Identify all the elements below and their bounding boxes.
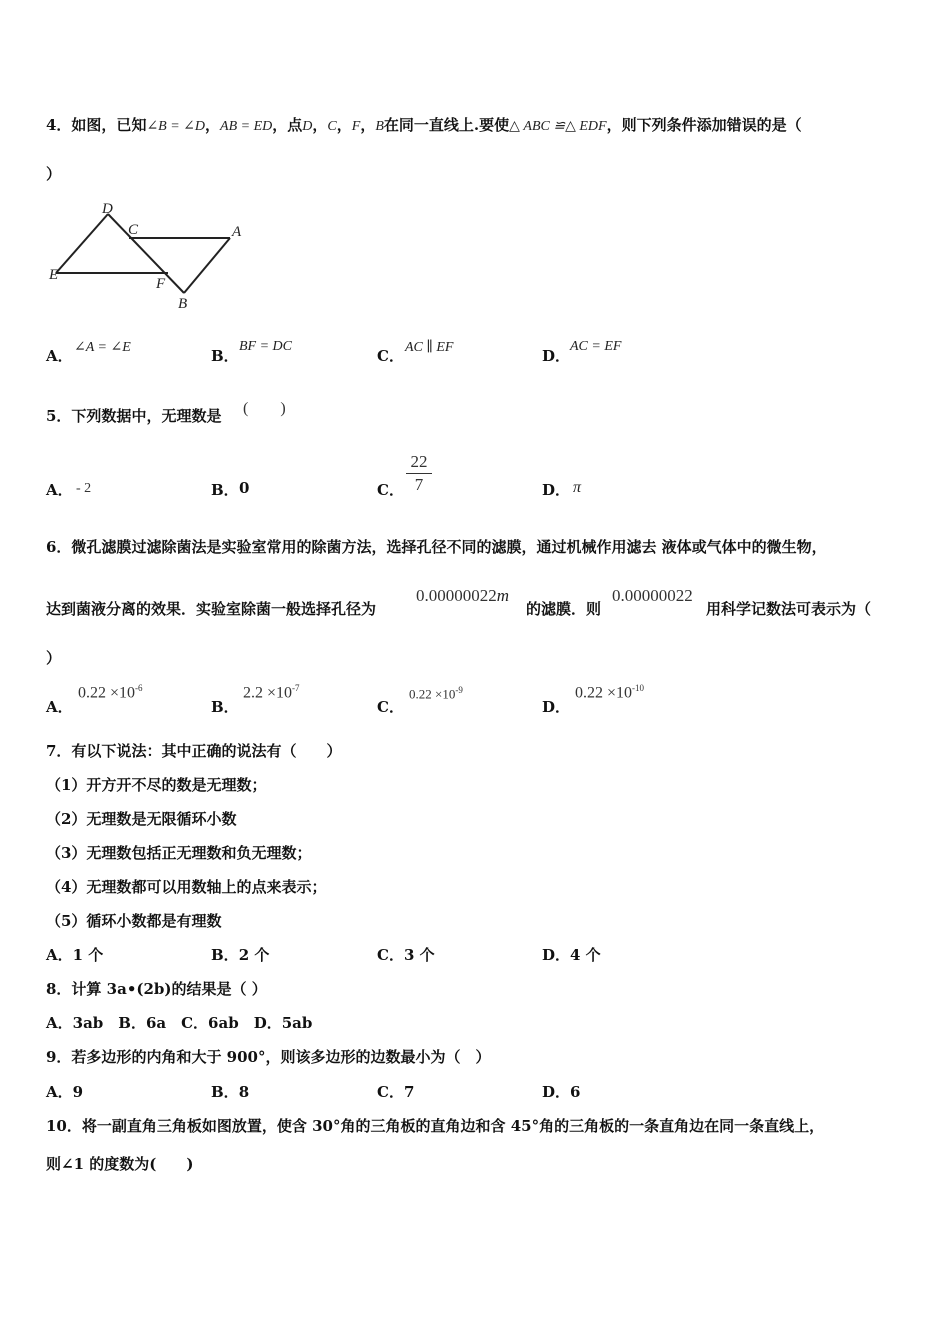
q10-line1: 10．将一副直角三角板如图放置，使含 30°角的三角板的直角边和含 45°角的三角板的一条直角边在同一条直线上，: [46, 1117, 825, 1135]
q6-line2-a: 达到菌液分离的效果．实验室除菌一般选择孔径为: [46, 600, 377, 618]
q5-paren: ( ): [243, 400, 286, 417]
q6-line1: 6．微孔滤膜过滤除菌法是实验室常用的除菌方法，选择孔径不同的滤膜，通过机械作用滤去 液体或气体中的微生物，: [46, 538, 827, 556]
q7-item-2: （2）无理数是无限循环小数: [46, 810, 237, 828]
q7-option-a: A．1 个: [46, 946, 104, 964]
q4-figure-line-db: [108, 214, 184, 293]
q6-pore-size: 0.00000022m: [416, 586, 510, 605]
q4-figure-label-b: B: [178, 296, 188, 312]
q4-option-d-label: D．: [542, 347, 571, 365]
q4-figure-label-d: D: [102, 201, 113, 217]
q4-close-paren: ）: [46, 165, 62, 183]
q4-figure-label-e: E: [49, 267, 59, 283]
q6-line2-b: 的滤膜．则: [526, 600, 602, 618]
q9-option-d: D．6: [542, 1083, 581, 1101]
q4-option-b-label: B．: [211, 347, 239, 365]
q4-figure-line-de: [56, 214, 108, 273]
q6-option-c-label: C．: [377, 698, 404, 716]
q7-item-3: （3）无理数包括正无理数和负无理数；: [46, 844, 312, 862]
q4-option-a-label: A．: [46, 347, 73, 365]
q6-option-a-value: $0.22 \times 10^{-6}$: [78, 683, 143, 702]
q4-figure-label-c: C: [128, 222, 139, 238]
q4-option-d-value: AC = EF: [570, 339, 622, 354]
q4-option-a-value: ∠A = ∠E: [74, 340, 131, 355]
q8-options: A．3ab B．6a C．6ab D．5ab: [46, 1014, 313, 1032]
q4-figure-label-f: F: [156, 276, 166, 292]
q7-item-4: （4）无理数都可以用数轴上的点来表示；: [46, 878, 327, 896]
q5-fraction-numerator: 22: [410, 452, 428, 471]
q4-angle-condition: ∠B = ∠D: [146, 119, 206, 134]
q6-number: 0.00000022: [612, 586, 693, 605]
q9-option-a: A．9: [46, 1083, 84, 1101]
q4-option-c-label: C．: [377, 347, 404, 365]
q9-stem: 9．若多边形的内角和大于 900°，则该多边形的边数最小为（ ）: [46, 1048, 491, 1066]
q5-option-a-value: - 2: [76, 481, 92, 496]
q6-option-b-label: B．: [211, 698, 239, 716]
q5-option-d-label: D．: [542, 481, 571, 499]
q4-figure: [46, 196, 256, 314]
q6-option-c-value: $0.22 \times 10^{-9}$: [409, 685, 463, 702]
q7-option-b: B．2 个: [211, 946, 270, 964]
q4-segment-condition: AB = ED: [220, 119, 273, 134]
q4-stem: 4．如图，已知∠B = ∠D，AB = ED，点D，C，F，B在同一直线上.要使△ ABC ≌△ EDF，则下列条件添加错误的是（: [46, 116, 802, 134]
q4-figure-label-a: A: [232, 224, 242, 240]
q4-option-c-value: AC ∥ EF: [405, 340, 454, 355]
q7-option-d: D．4 个: [542, 946, 601, 964]
q5-option-c-label: C．: [377, 481, 404, 499]
q6-option-d-value: $0.22 \times 10^{-10}$: [575, 683, 645, 702]
q6-option-d-label: D．: [542, 698, 571, 716]
q6-close-paren: ）: [46, 649, 62, 667]
q10-line2: 则∠1 的度数为( ): [46, 1155, 194, 1173]
q4-figure-line-ab: [184, 238, 230, 293]
q7-item-5: （5）循环小数都是有理数: [46, 912, 222, 930]
q5-fraction-denominator: 7: [414, 475, 424, 494]
q8-stem: 8．计算 3a•(2b)的结果是（ ）: [46, 980, 267, 998]
q5-option-b-label: B．: [211, 481, 239, 499]
q5-option-c-fraction: [406, 452, 432, 495]
q7-item-1: （1）开方开不尽的数是无理数；: [46, 776, 267, 794]
q9-option-b: B．8: [211, 1083, 250, 1101]
q9-option-c: C．7: [377, 1083, 415, 1101]
q5-fraction-bar: [406, 473, 432, 474]
q4-option-b-value: BF = DC: [239, 339, 292, 354]
q6-option-b-value: $2.2 \times 10^{-7}$: [243, 683, 300, 702]
q4-congruence: △ ABC ≌△ EDF: [509, 119, 607, 134]
q7-stem: 7．有以下说法：其中正确的说法有（ ）: [46, 742, 342, 760]
q7-option-c: C．3 个: [377, 946, 435, 964]
q6-line2-c: 用科学记数法可表示为（: [706, 600, 872, 618]
q5-stem: 5．下列数据中，无理数是: [46, 407, 222, 425]
q5-option-a-label: A．: [46, 481, 73, 499]
q5-option-b-value: 0: [239, 479, 250, 497]
q6-option-a-label: A．: [46, 698, 73, 716]
q5-option-d-value: π: [573, 479, 582, 496]
